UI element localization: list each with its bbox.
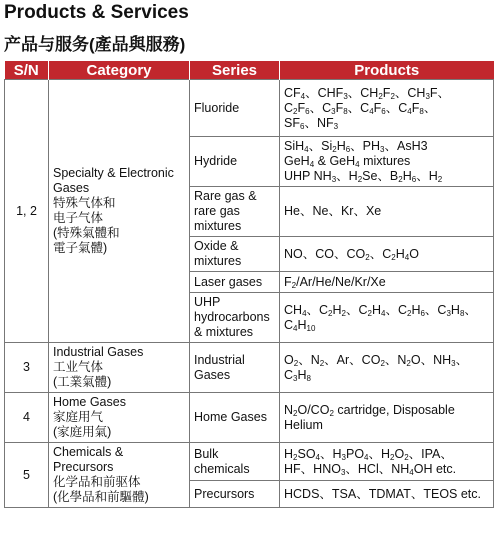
series-line: Hydride: [194, 154, 238, 168]
series-line: Laser gases: [194, 274, 263, 289]
category-line: 工业气体: [53, 360, 104, 374]
category-line: Precursors: [53, 460, 114, 474]
series-line: mixtures: [194, 254, 242, 268]
series-cell: [190, 293, 280, 343]
series-cell: [190, 137, 280, 187]
category-cell: [49, 80, 190, 343]
series-line: Gases: [194, 367, 231, 382]
table-row: [5, 343, 494, 393]
products-cell: [280, 237, 494, 272]
products-cell: [280, 343, 494, 393]
product-line: Helium: [284, 417, 323, 432]
products-cell: [280, 80, 494, 137]
series-line: chemicals: [194, 461, 250, 476]
series-cell: [190, 481, 280, 508]
product-line: UHP $NH_3$、$H_2Se$、$B_2H_6$、$H_2$: [284, 169, 443, 184]
product-line: $SF_6$、$NF_3$: [284, 115, 339, 131]
table-body: [5, 80, 494, 508]
page-title: Products & Services: [4, 2, 189, 23]
products-cell: [280, 443, 494, 481]
product-line: $O_2$、$N_2$、Ar、$CO_2$、$N_2O$、$NH_3$、: [284, 352, 469, 368]
products-cell: [280, 481, 494, 508]
product-line: GeH$_4$ & GeH$_4$ mixtures: [284, 154, 411, 169]
category-cell: [49, 443, 190, 508]
category-line: 特殊气体和: [53, 196, 116, 210]
series-line: Industrial: [194, 352, 245, 367]
products-cell: [280, 293, 494, 343]
page-subtitle-chinese: 产品与服务(產品與服務): [4, 35, 186, 54]
category-line: 電子氣體): [53, 241, 108, 255]
table-row: [5, 80, 494, 137]
sn-cell: 3: [5, 343, 49, 393]
table-row: [5, 443, 494, 481]
product-line: $C_3H_8$: [284, 367, 311, 383]
products-cell: [280, 137, 494, 187]
product-line: He、Ne、Kr、Xe: [284, 204, 382, 218]
table-row: [5, 393, 494, 443]
products-table: [4, 61, 494, 508]
sn-cell: 4: [5, 393, 49, 443]
series-cell: [190, 393, 280, 443]
series-cell: [190, 343, 280, 393]
product-line: $H_2SO_4$、$H_3PO_4$、$H_2O_2$、IPA、: [284, 446, 453, 462]
product-line: $C_4H_{10}$: [284, 317, 316, 333]
product-line: $CF_4$、$CHF_3$、$CH_2F_2$、$CH_3F$、: [284, 85, 451, 101]
sn-cell: 5: [5, 443, 49, 508]
product-line: SiH$_4$、$Si_2H_6$、$PH_3$、AsH3: [284, 139, 428, 154]
category-cell: [49, 393, 190, 443]
products-cell: [280, 393, 494, 443]
series-line: hydrocarbons: [194, 310, 270, 324]
category-line: 电子气体: [53, 211, 104, 225]
category-line: (工業氣體): [53, 375, 112, 389]
series-cell: [190, 237, 280, 272]
header-sn: S/N: [5, 61, 49, 80]
products-cell: [280, 272, 494, 293]
table-header-row: [5, 61, 494, 80]
series-line: & mixtures: [194, 325, 254, 339]
product-line: $C_2F_6$、$C_3F_8$、$C_4F_6$、$C_4F_8$、: [284, 100, 437, 116]
category-line: (特殊氣體和: [53, 226, 120, 240]
product-line: $N_2O/CO_2$ cartridge, Disposable: [284, 402, 455, 418]
product-line: $CH_4$、$C_2H_2$、$C_2H_4$、$C_2H_6$、$C_3H_8$、: [284, 302, 477, 318]
series-cell: [190, 80, 280, 137]
category-line: Specialty & Electronic Gases: [53, 166, 174, 195]
products-cell: [280, 187, 494, 237]
series-line: Bulk: [194, 446, 219, 461]
category-line: Chemicals &: [53, 445, 124, 459]
product-line: HF、$HNO_3$、HCl、$NH_4OH$ etc.: [284, 461, 457, 477]
category-line: (化學品和前驅體): [53, 490, 149, 504]
series-line: UHP: [194, 295, 221, 309]
product-line: HCDS、TSA、TDMAT、TEOS etc.: [284, 486, 482, 501]
product-line: $F_2/Ar/He/Ne/Kr/Xe$: [284, 274, 386, 290]
series-line: Home Gases: [194, 410, 267, 424]
series-line: Precursors: [194, 486, 255, 501]
series-line: Fluoride: [194, 100, 240, 115]
header-products: Products: [280, 61, 494, 80]
product-line: NO、CO、$CO_2$、$C_2H_4O$: [284, 246, 419, 262]
category-line: 化学品和前驱体: [53, 475, 141, 489]
series-line: rare gas: [194, 204, 240, 218]
sn-cell: 1, 2: [5, 80, 49, 343]
series-line: Rare gas &: [194, 189, 257, 203]
series-line: Oxide &: [194, 239, 239, 253]
header-category: Category: [49, 61, 190, 80]
series-cell: [190, 443, 280, 481]
category-line: (家庭用氣): [53, 425, 112, 439]
series-cell: [190, 187, 280, 237]
series-cell: [190, 272, 280, 293]
category-cell: [49, 343, 190, 393]
category-line: 家庭用气: [53, 410, 104, 424]
header-series: Series: [190, 61, 280, 80]
series-line: mixtures: [194, 219, 242, 233]
category-line: Industrial Gases: [53, 345, 144, 359]
category-line: Home Gases: [53, 395, 126, 409]
